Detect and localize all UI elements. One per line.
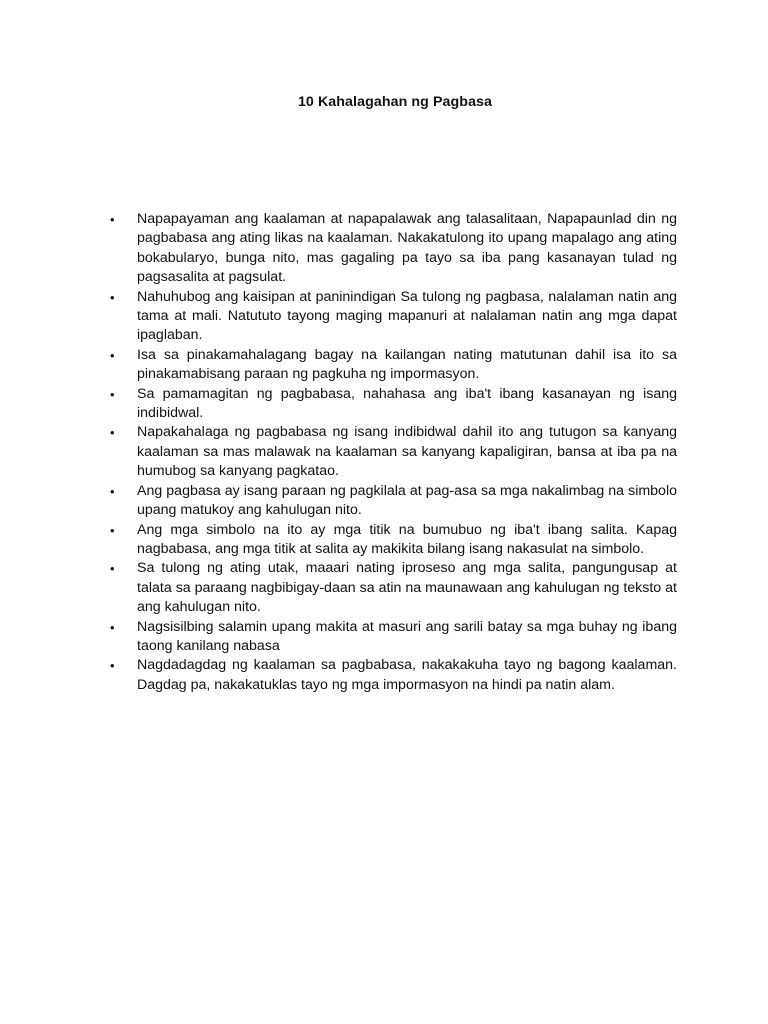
list-item-text: Sa pamamagitan ng pagbabasa, nahahasa ang iba't ibang kasanayan ng isang indibidwal. <box>137 385 677 422</box>
list-item-text: Nahuhubog ang kaisipan at paninindigan Sa tulong ng pagbasa, nalalaman natin ang tama at mali. Natututo tayong maging mapanuri at nalalaman natin ang mga dapat ipaglaban. <box>137 288 677 344</box>
list-item <box>110 559 677 617</box>
bullet-icon: • <box>110 658 115 674</box>
list-item <box>110 385 677 424</box>
bullet-icon: • <box>110 425 115 441</box>
bullet-icon: • <box>110 386 115 402</box>
bullet-icon: • <box>110 522 115 538</box>
document-title: 10 Kahalagahan ng Pagbasa <box>297 94 493 110</box>
list-item <box>110 482 677 521</box>
bullet-icon: • <box>110 619 115 635</box>
list-item-text: Napakahalaga ng pagbabasa ng isang indibidwal dahil ito ang tutugon sa kanyang kaalaman sa mas malawak na kaalaman sa kanyang kapaligiran, bansa at iba pa na humubog sa kanyang pagkatao. <box>137 424 677 480</box>
list-item-text: Isa sa pinakamahalagang bagay na kailangan nating matutunan dahil isa ito sa pinakamabisang paraan ng pagkuha ng impormasyon. <box>137 346 677 383</box>
list-item <box>110 210 677 288</box>
list-item <box>110 423 677 481</box>
bullet-icon: • <box>110 212 115 227</box>
list-item <box>110 288 677 346</box>
list-item-text: Nagsisilbing salamin upang makita at masuri ang sarili batay sa mga buhay ng ibang taong kanilang nabasa <box>137 618 677 654</box>
list-item <box>110 618 677 657</box>
bullet-icon: • <box>110 289 115 305</box>
list-item-text: Ang mga simbolo na ito ay mga titik na bumubuo ng iba't ibang salita. Kapag nagbabasa, ang mga titik at salita ay makikita bilang isang nakasulat na simbolo. <box>137 521 677 557</box>
list-item <box>110 346 677 385</box>
list-item <box>110 656 677 695</box>
list-item-text: Sa tulong ng ating utak, maaari nating iproseso ang mga salita, pangungusap at talata sa paraang nagbibigay-daan sa atin na maunawaan ang kahulugan ng teksto at ang kahulugan nito. <box>137 560 677 616</box>
list-item-text: Nagdadagdag ng kaalaman sa pagbabasa, nakakakuha tayo ng bagong kaalaman. Dagdag pa, nakakatuklas tayo ng mga impormasyon na hindi pa natin alam. <box>137 657 677 693</box>
bullet-icon: • <box>110 347 115 363</box>
bullet-icon: • <box>110 483 115 499</box>
list-item <box>110 521 677 560</box>
bullet-list <box>110 210 677 695</box>
list-item-text: Napapayaman ang kaalaman at napapalawak ang talasalitaan, Napapaunlad din ng pagbabasa ang ating likas na kaalaman. Nakakatulong ito upang mapalago ang ating bokabularyo, bunga nito, mas gagaling pa tayo sa iba pang kasanayan tulad ng pagsasalita at pagsulat. <box>137 211 677 286</box>
list-item-text: Ang pagbasa ay isang paraan ng pagkilala at pag-asa sa mga nakalimbag na simbolo upang matukoy ang kahulugan nito. <box>137 482 677 519</box>
bullet-icon: • <box>110 561 115 577</box>
